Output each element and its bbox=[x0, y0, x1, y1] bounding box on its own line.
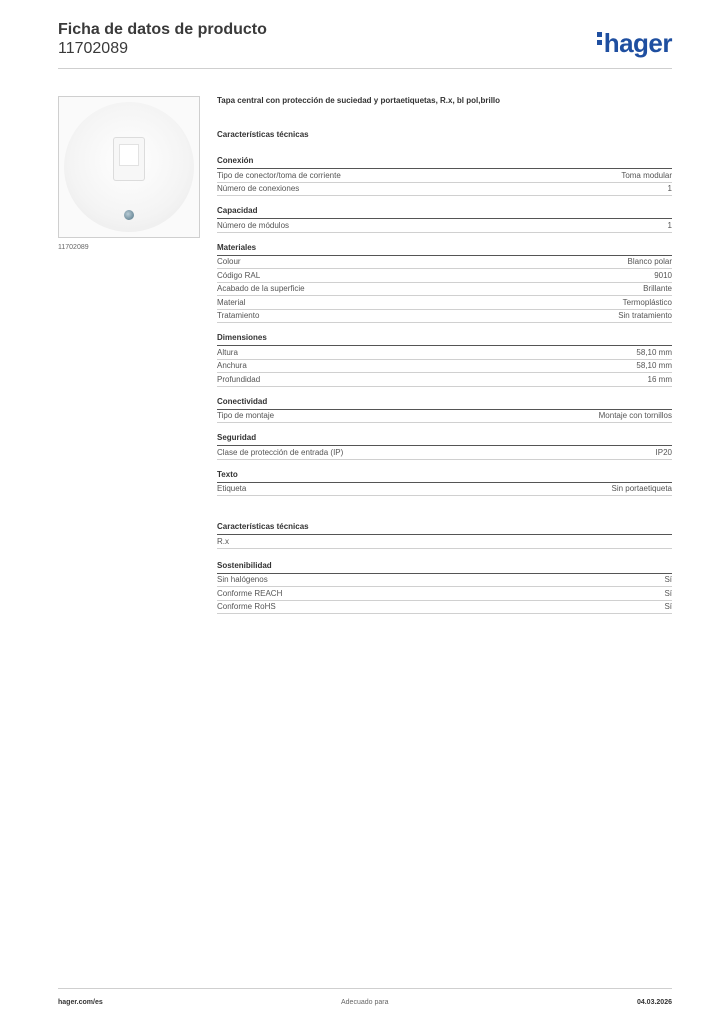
row-label: R.x bbox=[217, 536, 229, 546]
table-row bbox=[217, 483, 672, 497]
row-label: Clase de protección de entrada (IP) bbox=[217, 447, 344, 457]
row-label: Material bbox=[217, 297, 246, 307]
row-value: Blanco polar bbox=[627, 257, 672, 267]
product-details bbox=[217, 96, 672, 614]
image-caption: 11702089 bbox=[58, 244, 89, 251]
section-title-texto: Texto bbox=[217, 469, 238, 479]
footer-divider bbox=[58, 988, 672, 989]
table-row bbox=[217, 574, 672, 588]
product-number: 11702089 bbox=[58, 40, 128, 57]
row-label: Número de conexiones bbox=[217, 184, 300, 194]
table-row bbox=[217, 310, 672, 324]
row-value: Sí bbox=[664, 602, 672, 612]
table-row bbox=[217, 373, 672, 387]
table-row bbox=[217, 256, 672, 270]
row-value: Brillante bbox=[643, 284, 672, 294]
page-header bbox=[58, 20, 672, 68]
row-value: Toma modular bbox=[621, 170, 672, 180]
cover-plate-shape bbox=[64, 102, 194, 232]
section-title-conectividad: Conectividad bbox=[217, 396, 268, 406]
row-value: Sin portaetiqueta bbox=[611, 484, 672, 494]
section-title-capacidad: Capacidad bbox=[217, 206, 258, 215]
table-row bbox=[217, 269, 672, 283]
row-value: 1 bbox=[667, 184, 672, 194]
row-label: Conforme REACH bbox=[217, 588, 283, 598]
row-label: Código RAL bbox=[217, 270, 261, 280]
row-label: Profundidad bbox=[217, 374, 261, 384]
row-label: Etiqueta bbox=[217, 484, 247, 494]
footer-website-link[interactable]: hager.com/es bbox=[58, 999, 103, 1006]
table-row bbox=[217, 410, 672, 424]
row-label: Tratamiento bbox=[217, 311, 260, 321]
table-row bbox=[217, 535, 672, 549]
product-image bbox=[58, 96, 200, 238]
table-row bbox=[217, 296, 672, 310]
table-row bbox=[217, 587, 672, 601]
row-value: Termoplástico bbox=[622, 297, 672, 307]
section-title-dimensiones: Dimensiones bbox=[217, 333, 267, 342]
row-value: Sí bbox=[664, 575, 672, 585]
row-label: Anchura bbox=[217, 361, 247, 371]
row-label: Sin halógenos bbox=[217, 575, 268, 585]
row-label: Conforme RoHS bbox=[217, 602, 276, 612]
row-value: Sí bbox=[664, 588, 672, 598]
footer-suitable-for: Adecuado para bbox=[341, 999, 389, 1006]
label-holder-shape bbox=[113, 137, 145, 181]
row-value: 58,10 mm bbox=[636, 347, 672, 357]
document-title: Ficha de datos de producto bbox=[58, 21, 267, 38]
logo-text: hager bbox=[603, 28, 672, 58]
row-value: IP20 bbox=[655, 447, 672, 457]
row-value: 9010 bbox=[654, 270, 672, 280]
product-description: Tapa central con protección de suciedad y portaetiquetas, R.x, bl pol,brillo bbox=[217, 96, 501, 105]
table-row bbox=[217, 219, 672, 233]
row-value: 1 bbox=[667, 220, 672, 230]
indicator-dot-icon bbox=[124, 210, 134, 220]
row-value: 58,10 mm bbox=[636, 361, 672, 371]
section-title-materiales: Materiales bbox=[217, 242, 257, 252]
table-row bbox=[217, 283, 672, 297]
table-row bbox=[217, 346, 672, 360]
logo-dots-icon bbox=[597, 32, 602, 48]
row-value: Montaje con tornillos bbox=[598, 411, 672, 421]
header-divider bbox=[58, 68, 672, 69]
section-title-conexion: Conexión bbox=[217, 156, 254, 165]
table-row bbox=[217, 183, 672, 197]
section-title-caracteristicas: Características técnicas bbox=[217, 522, 309, 531]
section-title-seguridad: Seguridad bbox=[217, 433, 257, 442]
table-row bbox=[217, 601, 672, 615]
tech-characteristics-title: Características técnicas bbox=[217, 130, 309, 139]
row-label: Número de módulos bbox=[217, 220, 290, 230]
table-row bbox=[217, 446, 672, 460]
row-label: Tipo de montaje bbox=[217, 411, 275, 421]
row-value: Sin tratamiento bbox=[618, 311, 672, 321]
section-title-sostenibilidad: Sostenibilidad bbox=[217, 560, 272, 570]
row-label: Colour bbox=[217, 257, 241, 267]
row-value: 16 mm bbox=[647, 374, 672, 384]
hager-logo bbox=[597, 28, 672, 59]
row-label: Tipo de conector/toma de corriente bbox=[217, 170, 341, 180]
row-label: Acabado de la superficie bbox=[217, 284, 305, 294]
footer-date: 04.03.2026 bbox=[636, 999, 672, 1006]
row-label: Altura bbox=[217, 347, 238, 357]
table-row bbox=[217, 360, 672, 374]
table-row bbox=[217, 169, 672, 183]
